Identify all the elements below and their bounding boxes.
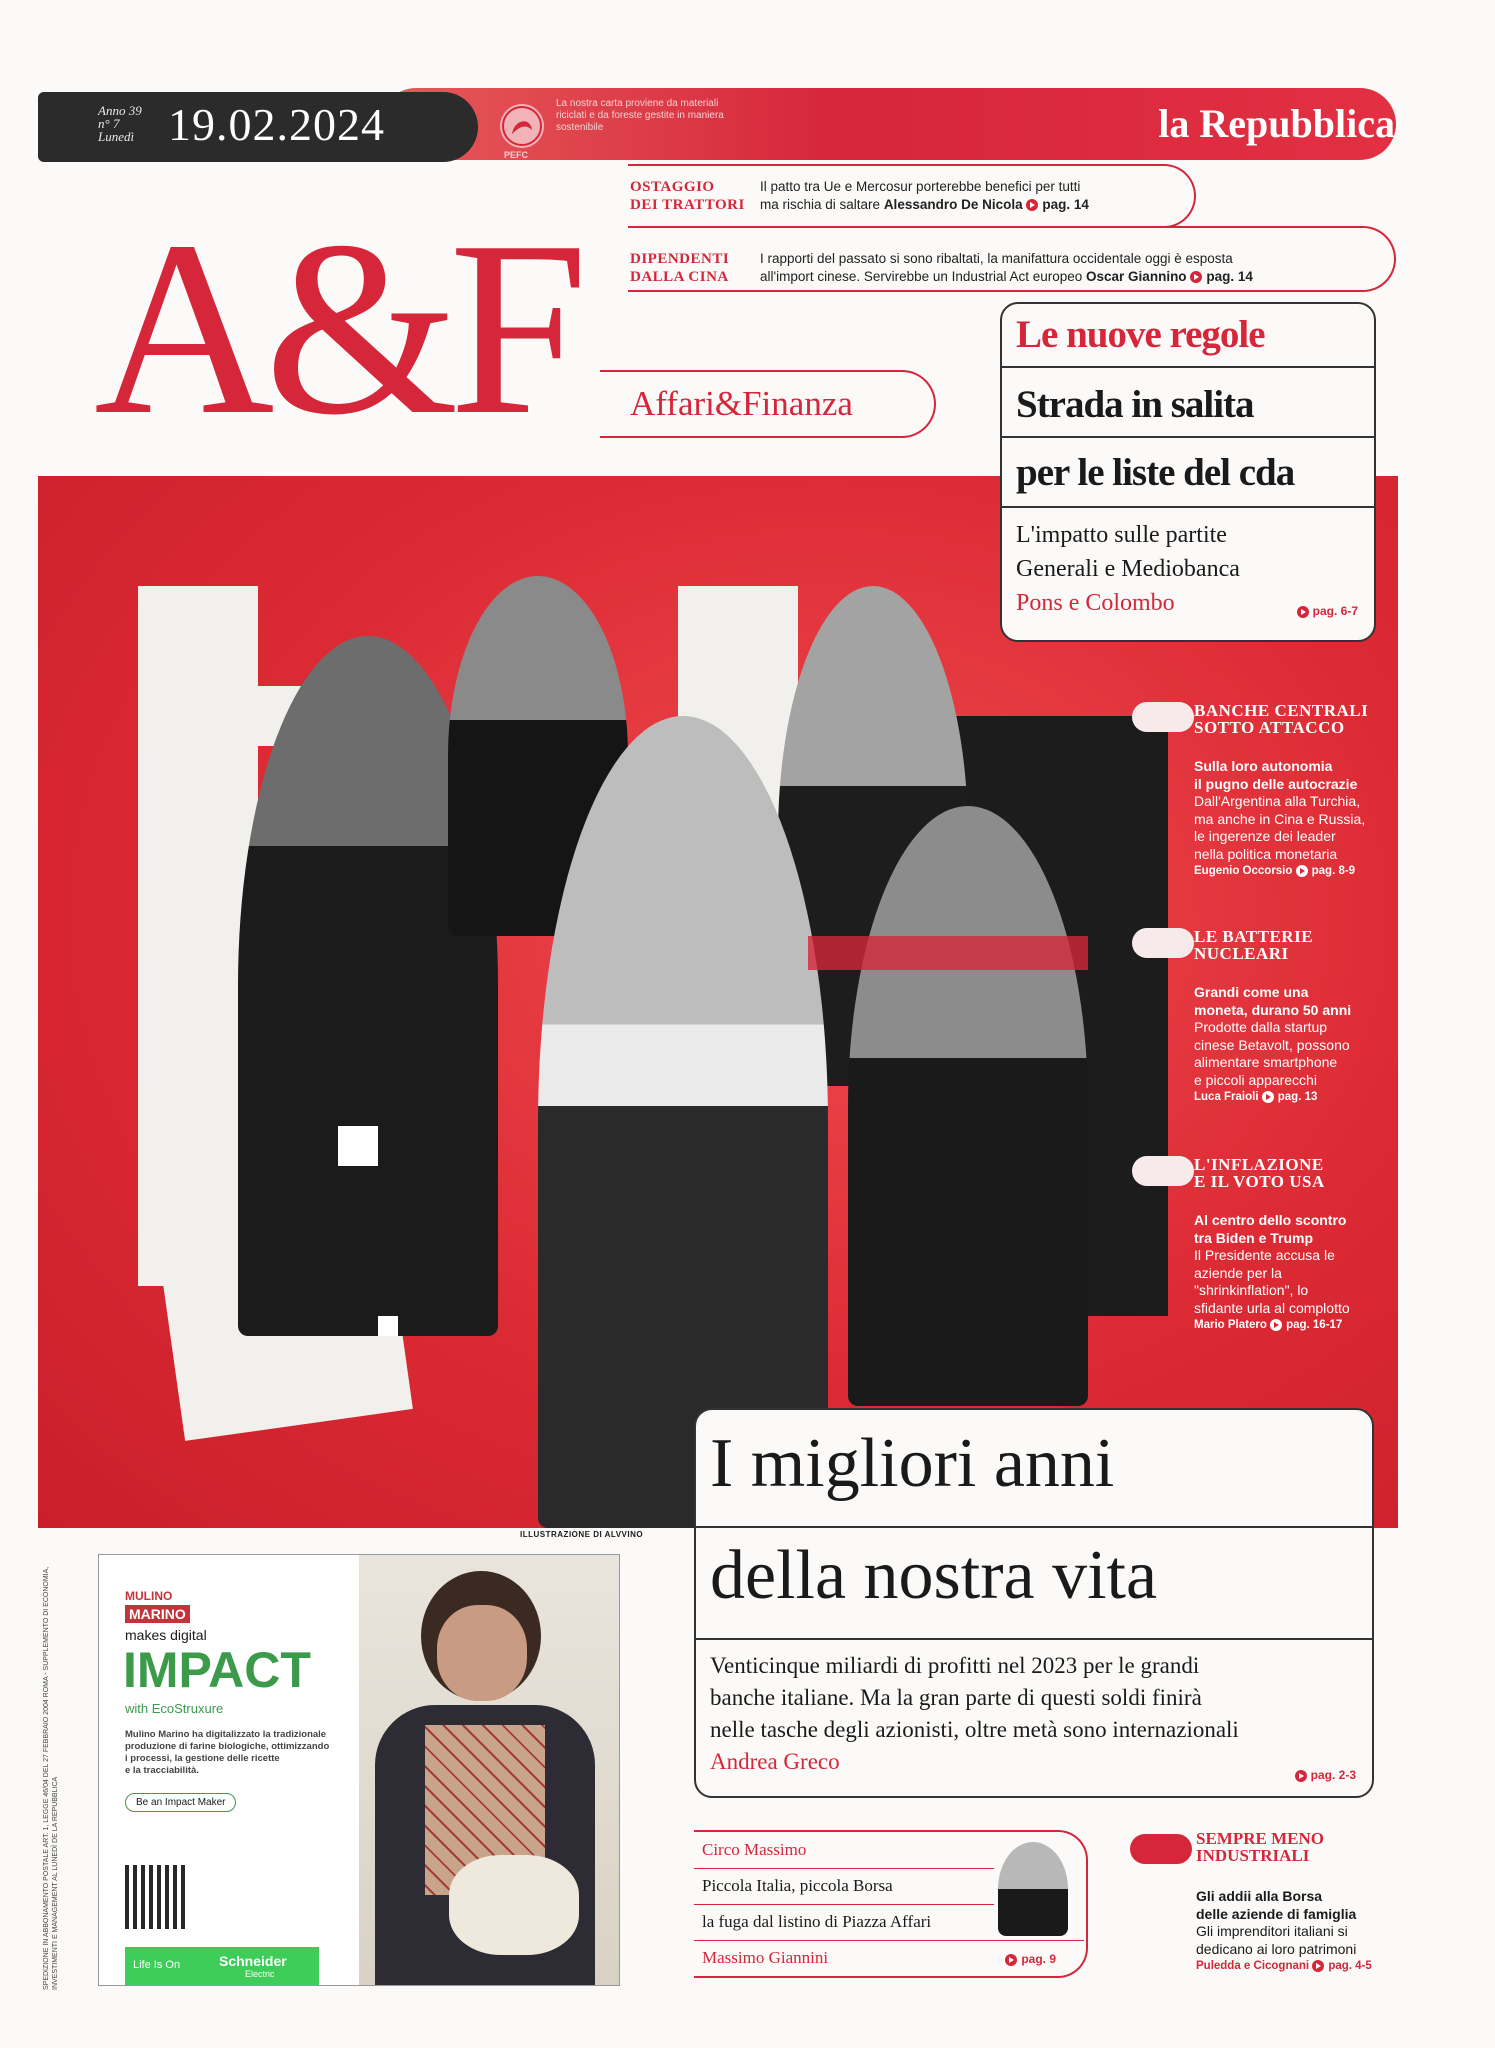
feature-summary-line: L'impatto sulle partite — [1016, 522, 1227, 548]
side-page: pag. 13 — [1277, 1091, 1318, 1103]
column-line1: Piccola Italia, piccola Borsa — [702, 1876, 893, 1895]
ad-body-line: i processi, la gestione delle ricette — [125, 1753, 280, 1764]
newspaper-brand[interactable]: la Repubblica — [1158, 101, 1395, 146]
bottom-bold-line: delle aziende di famiglia — [1196, 1905, 1357, 1922]
side-bold-line: il pugno delle autocrazie — [1194, 775, 1358, 792]
bottom-text-line: Gli imprenditori italiani si — [1196, 1923, 1348, 1939]
teaser-page: pag. 14 — [1042, 197, 1089, 212]
teaser-label-line: DEI TRATTORI — [630, 197, 745, 213]
side-bold-line: tra Biden e Trump — [1194, 1229, 1314, 1246]
teaser-label-1 — [630, 178, 780, 214]
teaser-body-2[interactable] — [760, 250, 1390, 286]
side-head-line: BANCHE CENTRALI — [1194, 701, 1369, 720]
teaser-label-line: DALLA CINA — [630, 269, 729, 285]
arrow-right-icon — [1026, 199, 1038, 211]
side-item-head — [1194, 928, 1313, 962]
section-name: Affari&Finanza — [630, 384, 853, 423]
arrow-right-icon — [1262, 1091, 1274, 1103]
pefc-label: PEFC — [504, 150, 529, 160]
side-text-line: Dall'Argentina alla Turchia, — [1194, 793, 1361, 809]
ad-photo-face — [437, 1605, 527, 1701]
ad-brand-top: MULINO — [125, 1589, 173, 1603]
side-bold-line: Al centro dello scontro — [1194, 1212, 1347, 1228]
portrait-man-right — [848, 806, 1088, 1406]
side-text-line: e piccoli apparecchi — [1194, 1071, 1317, 1088]
side-text-line: sfidante urla al complotto — [1194, 1299, 1350, 1316]
pefc-logo-icon — [500, 104, 544, 148]
column-page: pag. 9 — [1021, 1952, 1056, 1966]
bottom-head-line: SEMPRE MENO — [1196, 1829, 1324, 1848]
section-logo: A&F — [94, 190, 579, 467]
divider — [1002, 436, 1374, 438]
ad-schneider: Schneider — [219, 1953, 287, 1969]
issue-year: Anno 39 — [98, 103, 142, 118]
divider — [1002, 366, 1374, 368]
bottom-head-line: INDUSTRIALI — [1196, 1846, 1310, 1865]
feature-headline-line2: per le liste del cda — [1016, 451, 1295, 494]
arrow-right-icon — [1005, 1954, 1017, 1966]
ad-brand-bottom: MARINO — [125, 1605, 190, 1623]
feature-page-ref — [1297, 604, 1358, 618]
feature-headline-line1: Strada in salita — [1016, 383, 1254, 426]
side-text-line: nella politica monetaria — [1194, 845, 1338, 862]
side-text-line: cinese Betavolt, possono — [1194, 1036, 1350, 1053]
divider — [694, 1904, 994, 1905]
divider — [1002, 506, 1374, 508]
ad-lifeison: Life Is On — [133, 1959, 181, 1971]
teaser-label-2 — [630, 250, 780, 286]
illustration-credit: ILLUSTRAZIONE DI ALVVINO — [520, 1530, 644, 1539]
feature-page: pag. 6-7 — [1312, 604, 1358, 618]
ad-body-line: Mulino Marino ha digitalizzato la tradizionale — [125, 1729, 327, 1740]
white-square — [338, 1126, 378, 1166]
side-author: Eugenio Occorsio — [1194, 865, 1293, 877]
teaser-body-1[interactable] — [760, 178, 1190, 214]
advertisement[interactable] — [98, 1554, 620, 1986]
teaser-line: I rapporti del passato si sono ribaltati, la manifattura occidentale oggi è esposta — [760, 251, 1233, 266]
side-text-line: Prodotte dalla startup — [1194, 1019, 1328, 1035]
teaser-label-line: OSTAGGIO — [630, 179, 715, 195]
feature-box[interactable] — [1000, 302, 1376, 642]
side-item-body — [1194, 1212, 1394, 1335]
side-text-line: le ingerenze dei leader — [1194, 828, 1336, 844]
arrow-right-icon — [1190, 271, 1202, 283]
paper-notice: La nostra carta proviene da materiali riciclati e da foreste gestite in maniera sostenibile — [556, 98, 724, 133]
side-head-line: SOTTO ATTACCO — [1194, 718, 1345, 737]
column-page-ref — [1005, 1952, 1056, 1966]
column-line2: la fuga dal listino di Piazza Affari — [702, 1912, 932, 1931]
teaser-line: Il patto tra Ue e Mercosur porterebbe benefici per tutti — [760, 179, 1081, 194]
teaser-author: Oscar Giannino — [1086, 269, 1187, 284]
side-text-line: alimentare smartphone — [1194, 1054, 1338, 1070]
issue-info — [98, 104, 142, 143]
feature-authors: Pons e Colombo — [1016, 590, 1175, 616]
arrow-right-icon — [1296, 865, 1308, 877]
main-page-ref — [1295, 1768, 1356, 1782]
side-bold-line: Sulla loro autonomia — [1194, 758, 1333, 774]
side-bold-line: Grandi come una — [1194, 984, 1309, 1000]
bottom-text-line: dedicano ai loro patrimoni — [1196, 1940, 1357, 1957]
side-text-line: ma anche in Cina e Russia, — [1194, 810, 1366, 827]
ad-body — [125, 1729, 345, 1777]
divider — [694, 1868, 994, 1869]
side-head-line: E IL VOTO USA — [1194, 1172, 1325, 1191]
issue-number: n° 7 — [98, 116, 120, 131]
deck-line: Venticinque miliardi di profitti nel 2023 per le grandi — [710, 1653, 1200, 1678]
divider — [694, 1940, 1084, 1941]
bottom-bold-line: Gli addii alla Borsa — [1196, 1888, 1323, 1904]
main-deck — [710, 1650, 1370, 1778]
teaser-label-line: DIPENDENTI — [630, 251, 730, 267]
column-name: Circo Massimo — [702, 1840, 807, 1859]
side-item-head — [1194, 702, 1368, 736]
side-pill — [1132, 928, 1194, 958]
ad-impact: IMPACT — [123, 1642, 311, 1698]
feature-summary-line: Generali e Mediobanca — [1016, 556, 1240, 582]
teaser-line: ma rischia di saltare — [760, 197, 881, 212]
column-author: Massimo Giannini — [702, 1948, 829, 1967]
teaser-author: Alessandro De Nicola — [883, 197, 1023, 212]
ad-body-line: produzione di farine biologiche, ottimizzando — [125, 1741, 330, 1752]
main-page: pag. 2-3 — [1310, 1768, 1356, 1782]
divider — [696, 1638, 1372, 1640]
arrow-right-icon — [1270, 1319, 1282, 1331]
ad-with: with EcoStruxure — [125, 1701, 224, 1716]
bottom-page: pag. 4-5 — [1328, 1960, 1372, 1972]
portrait-man-center — [538, 716, 828, 1528]
main-headline-line1: I migliori anni — [710, 1425, 1115, 1502]
main-author: Andrea Greco — [710, 1749, 840, 1774]
feature-summary — [1016, 518, 1240, 620]
deck-line: nelle tasche degli azionisti, oltre metà sono internazionali — [710, 1717, 1239, 1742]
feature-kicker: Le nuove regole — [1016, 313, 1265, 356]
bottom-item-head — [1196, 1830, 1324, 1864]
side-head-line: L'INFLAZIONE — [1194, 1155, 1324, 1174]
side-item-body — [1194, 758, 1394, 881]
side-text-line: "shrinkinflation", lo — [1194, 1282, 1309, 1298]
side-item-body — [1194, 984, 1394, 1107]
ad-cta-button[interactable]: Be an Impact Maker — [125, 1793, 236, 1812]
red-strip — [808, 936, 1088, 970]
main-headline-line2: della nostra vita — [710, 1537, 1158, 1614]
side-pill — [1132, 702, 1194, 732]
side-item-head — [1194, 1156, 1325, 1190]
ad-makes: makes digital — [125, 1627, 207, 1643]
side-pill — [1130, 1834, 1192, 1864]
arrow-right-icon — [1297, 606, 1309, 618]
side-pill — [1132, 1156, 1194, 1186]
side-text-line: Il Presidente accusa le — [1194, 1247, 1335, 1263]
side-page: pag. 16-17 — [1286, 1319, 1343, 1331]
teaser-page: pag. 14 — [1206, 269, 1253, 284]
side-author: Luca Fraioli — [1194, 1091, 1259, 1103]
column-box[interactable] — [694, 1830, 1088, 1978]
teaser-line: all'import cinese. Servirebbe un Industrial Act europeo — [760, 269, 1083, 284]
issue-weekday: Lunedì — [98, 129, 135, 144]
side-author: Mario Platero — [1194, 1319, 1267, 1331]
side-head-line: LE BATTERIE — [1194, 927, 1314, 946]
bottom-author: Puledda e Cicognani — [1196, 1960, 1310, 1972]
white-square — [378, 1316, 398, 1336]
side-text-line: aziende per la — [1194, 1264, 1282, 1281]
arrow-right-icon — [1295, 1770, 1307, 1782]
ad-photo-dough — [449, 1855, 579, 1955]
main-story-box[interactable] — [694, 1408, 1374, 1798]
qr-code-icon[interactable] — [125, 1865, 189, 1929]
side-page: pag. 8-9 — [1311, 865, 1356, 877]
bottom-item-body — [1196, 1888, 1396, 1976]
side-bold-line: moneta, durano 50 anni — [1194, 1001, 1352, 1018]
ad-electric: Electric — [245, 1969, 275, 1979]
arrow-right-icon — [1312, 1960, 1324, 1972]
postal-note: SPEDIZIONE IN ABBONAMENTO POSTALE ART. 1, LEGGE 46/04 DEL 27 FEBBRAIO 2004 ROMA - SUPPLEMENTO DI ECONOMIA, INVESTIMENTI E MANAGEMENT AL LUNEDÌ DE LA REPUBBLICA — [43, 1566, 59, 1990]
ad-body-line: e la tracciabilità. — [125, 1765, 199, 1776]
side-head-line: NUCLEARI — [1194, 944, 1289, 963]
divider — [696, 1526, 1372, 1528]
columnist-portrait — [998, 1842, 1068, 1936]
issue-date: 19.02.2024 — [168, 99, 385, 150]
deck-line: banche italiane. Ma la gran parte di questi soldi finirà — [710, 1685, 1202, 1710]
ad-photo — [359, 1555, 619, 1985]
